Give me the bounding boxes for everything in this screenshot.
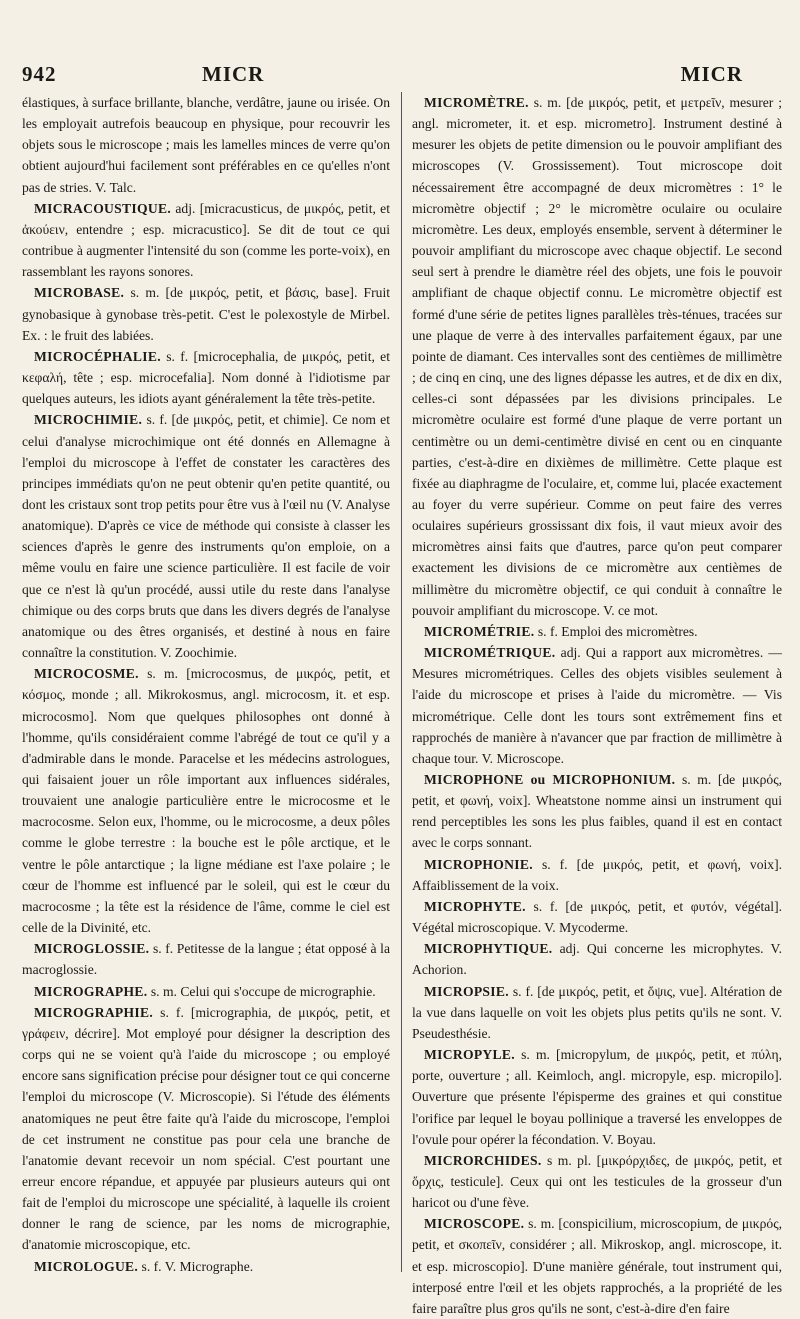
entry-text: s. f. [de μικρός, petit, et ὄψις, vue]. Altération de la vue dans laquelle on voit les objets plus petits qu'ils ne sont. V. Pseudesthésie. [412, 983, 782, 1041]
entry-headword: MICROCOSME. [34, 666, 139, 682]
entry-text: adj. Qui concerne les microphytes. V. Achorion. [412, 941, 782, 978]
entry-headword: MICRORCHIDES. [424, 1152, 542, 1168]
entry-headword: MICROCÉPHALIE. [34, 348, 161, 364]
entry-headword: MICROCHIMIE. [34, 412, 143, 428]
entry-headword: MICROPHONE ou MICROPHONIUM. [424, 772, 676, 787]
entry-headword: MICROMÉTRIE. [424, 623, 535, 639]
dictionary-entry [412, 621, 782, 642]
dictionary-entry [22, 346, 390, 409]
dictionary-entry [412, 1213, 782, 1319]
entry-text: adj. [micracusticus, de μικρός, petit, et ἀκούειν, entendre ; esp. micracustico]. Se dit de tout ce qui contribue à augmenter l'intensité du son (comme les porte-voix), en rassemblant les rayons sonores. [22, 200, 390, 280]
entry-headword: MICROGLOSSIE. [34, 941, 150, 957]
entry-text: s. f. Petitesse de la langue ; état opposé à la macroglossie. [22, 941, 390, 978]
entry-headword: MICROPYLE. [424, 1047, 515, 1063]
dictionary-entry [22, 409, 390, 663]
right-column [412, 92, 782, 1316]
entry-text: s. m. [de μικρός, petit, et βάσις, base]. Fruit gynobasique à gynobase très-petit. C'est le polexostyle de Mirbel. Ex. : le fruit des labiées. [22, 285, 390, 343]
dictionary-entry [412, 92, 782, 621]
column-divider [401, 92, 402, 1272]
dictionary-entry [412, 896, 782, 938]
dictionary-entry [22, 981, 390, 1002]
entry-text: s. m. [de μικρός, petit, et φωνή, voix]. Wheatstone nomme ainsi un instrument qui rend perceptibles les sons les plus faibles, quand il est en contact avec le corps sonnant. [412, 772, 782, 851]
right-running-head: MICR [680, 62, 743, 86]
dictionary-entry [412, 854, 782, 896]
dictionary-entry [412, 769, 782, 854]
left-column [22, 92, 390, 1274]
entry-headword: MICROPSIE. [424, 983, 509, 999]
entry-headword: MICROPHYTE. [424, 898, 526, 914]
entry-headword: MICRACOUSTIQUE. [34, 200, 172, 216]
dictionary-entry [22, 1256, 390, 1277]
entry-headword: MICROLOGUE. [34, 1258, 139, 1274]
entry-headword: MICROPHYTIQUE. [424, 941, 553, 957]
entry-text: s. f. [microcephalia, de μικρός, petit, et κεφαλή, tête ; esp. microcefalia]. Nom donné à l'idiotisme par quelques auteurs, les idiots ayant généralement la tête très-petite. [22, 348, 390, 407]
entry-text: s. m. [de μικρός, petit, et μετρεῖν, mesurer ; angl. micrometer, it. et esp. micrometro]. Instrument destiné à mesurer les objets de petite dimension ou le pouvoir amplifiant des microscopes (V. Grossissement). Tout microscope doit nécessairement être accompagné de deux micromètres : 1° le micromètre objectif ; 2° le micromètre oculaire ou oculaire micromètre. Les deux, employés ensemble, servent à déterminer le pouvoir amplifiant du microscope avec chaque objectif. Le second seul sert à prendre le diamètre réel des objets, une fois le pouvoir amplifiant de chaque objectif connu. Le micromètre objectif est formé d'une série de petites lignes parallèles très-ténues, tracées sur une plaque de verre à des intervalles parfaitement égaux, par une pointe de diamant. Ces intervalles sont des centièmes de millimètre ; de cinq en cinq, une des lignes dépasse les autres, et de dix en dix, celles-ci sont dépassées par les divisions principales. Le micromètre oculaire est formé d'une plaque de verre portant un centimètre ou un demi-centimètre divisé en cent ou en cinquante parties, c'est-à-dire en dixièmes de millimètre. Cette plaque est fixée au diaphragme de l'oculaire, et, comme lui, placée exactement au foyer du verre supérieur. Comme on peut faire des verres oculaires supérieurs grossissant dix fois, il vaut mieux avoir des micromètres ainsi faits que d'autres, parce qu'on peut comparer exactement les divisions de ce micromètre aux centièmes de millimètre du micromètre objectif, ce qui conduit à connaître le pouvoir amplifiant du microscope. V. ce mot. [412, 95, 782, 618]
entry-headword: MICROGRAPHE. [34, 983, 148, 999]
dictionary-entry [412, 1150, 782, 1213]
entry-headword: MICROSCOPE. [424, 1216, 525, 1232]
entry-text: s. m. [micropylum, de μικρός, petit, et πύλη, porte, ouverture ; all. Keimloch, angl. micropyle, esp. micropilo]. Ouverture que présente l'épisperme des graines et qui constitue l'orifice par lequel le boyau pollinique a traversé les enveloppes de l'ovule pour opérer la fécondation. V. Boyau. [412, 1047, 782, 1147]
dictionary-entry [412, 642, 782, 769]
entry-text: s. m. [microcosmus, de μικρός, petit, et κόσμος, monde ; all. Mikrokosmus, angl. microcosm, it. et esp. microcosmo]. Nom que quelques philosophes ont donné à l'homme, qu'ils considéraient comme l'abrégé de tout ce qu'il y a d'admirable dans le monde. Paracelse et les médecins astrologues, qui faisaient jouer un rôle important aux influences sidérales, trouvaient une analogie particulière entre le microcosme et le macrocosme. Selon eux, l'homme, ou le microcosme, a deux pôles comme le globe terrestre : la bouche est le pôle arctique, et le ventre le pôle antarctique ; la ligne médiane est l'axe polaire ; le cœur de l'homme est influencé par le soleil, qui est le cœur du macrocosme ; la tête est la résidence de l'âme, comme le ciel est celle de la Divinité, etc. [22, 666, 390, 936]
dictionary-entry [22, 1002, 390, 1256]
entry-text: s. f. [de μικρός, petit, et φωνή, voix]. Affaiblissement de la voix. [412, 856, 782, 893]
entry-text: s. m. Celui qui s'occupe de micrographie. [150, 983, 376, 999]
dictionary-entry [22, 282, 390, 345]
dictionary-entry [22, 198, 390, 283]
entry-text: s. m. [conspicilium, microscopium, de μικρός, petit, et σκοπεῖν, considérer ; all. Mikroskop, angl. microscope, it. et esp. microscopio]. D'une manière générale, tout instrument qui, interposé entre l'œil et les objets rapprochés, a la propriété de les faire paraître plus gros qu'ils ne sont, c'est-à-dire d'en faire [412, 1216, 782, 1316]
entry-text: s. f. [de μικρός, petit, et chimie]. Ce nom et celui d'analyse microchimique ont été donnés en Allemagne à l'emploi du microscope à l'effet de constater les caractères des principes immédiats qu'on ne peut obtenir qu'en petite quantité, ou dont les cristaux sont trop petits pour être vus à l'œil nu (V. Analyse anatomique). D'après ce vice de méthode qui consiste à classer les sciences d'après le genre des instruments qu'on emploie, on a même voulu en faire une science particulière. Il est facile de voir que ce n'est là qu'un procédé, aussi utile du reste dans l'analyse chimique ou des corps bruts que dans les divers degrés de l'analyse anatomique ou des êtres organisés, et destiné à nous en faire connaître la constitution. V. Zoochimie. [22, 412, 390, 661]
entry-text: adj. Qui a rapport aux micromètres. — Mesures micrométriques. Celles des objets visibles seulement à l'aide du microscope et prises à l'aide du micromètre. — Vis micrométrique. Celle dont les tours sont extrêmement fins et rapprochés de manière à n'avancer que par fraction de millimètre à chaque tour. V. Microscope. [412, 645, 782, 766]
dictionary-entry [412, 938, 782, 980]
entry-headword: MICROMÈTRE. [424, 95, 529, 110]
dictionary-entry [412, 1044, 782, 1150]
entry-headword: MICROGRAPHIE. [34, 1004, 154, 1020]
dictionary-entry [22, 663, 390, 938]
entry-text: élastiques, à surface brillante, blanche, verdâtre, jaune ou irisée. On les employait autrefois beaucoup en physique, pour recouvrir les objets sous le microscope ; mais les lamelles minces de verre qu'on obtient aujourd'hui facilement sont préférables en ce qu'elles n'ont pas de stries. V. Talc. [22, 95, 390, 195]
dictionary-entry [22, 92, 390, 198]
dictionary-entry [412, 981, 782, 1044]
entry-text: s. f. [de μικρός, petit, et φυτόν, végétal]. Végétal microscopique. V. Mycoderme. [412, 898, 782, 936]
entry-text: s m. pl. [μικρόρχιδες, de μικρός, petit, et ὄρχις, testicule]. Ceux qui ont les testicules de la grosseur d'un haricot ou d'une fève. [412, 1152, 782, 1211]
entry-headword: MICROPHONIE. [424, 856, 533, 872]
entry-headword: MICROMÉTRIQUE. [424, 645, 556, 661]
page-number: 942 [22, 62, 57, 86]
entry-headword: MICROBASE. [34, 285, 125, 301]
page-header [22, 62, 788, 88]
entry-text: s. f. [micrographia, de μικρός, petit, et γράφειν, décrire]. Mot employé pour désigner la description des corps qui ne se voient qu'à l'aide du microscope ; ou employé encore sans signification précise pour désigner tout ce qui concerne l'emploi du microscope (V. Microscopie). Si l'étude des éléments anatomiques ne peut être faite qu'à l'aide du microscope, l'emploi de cet instrument ne constitue pas pour cela une branche de l'anatomie devant recevoir un nom spécial. C'est pourtant une erreur encore répandue, et appuyée par plusieurs auteurs qui ont fait de l'emploi du microscope une spécialité, à laquelle ils croient donner le rang de science, par les noms de micrographie, d'anatomie microscopique, etc. [22, 1004, 390, 1253]
dictionary-entry [22, 938, 390, 980]
entry-text: s. f. V. Micrographe. [141, 1258, 254, 1274]
entry-text: s. f. Emploi des micromètres. [537, 623, 698, 639]
left-running-head: MICR [202, 62, 265, 86]
